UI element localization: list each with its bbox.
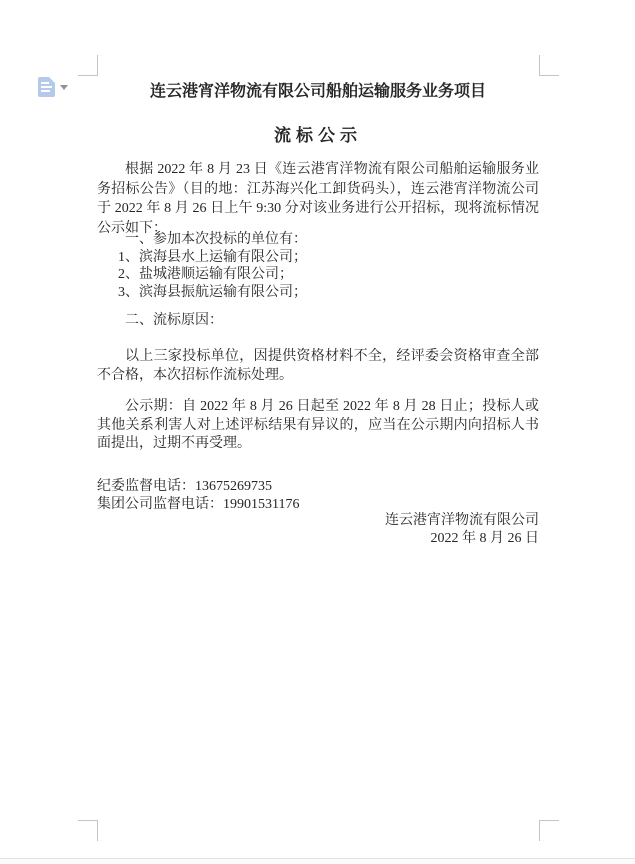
bidder-item: 2、盐城港顺运输有限公司；	[118, 267, 293, 283]
bidders-section	[97, 231, 539, 301]
intro-paragraph: 根据 2022 年 8 月 23 日《连云港宵洋物流有限公司船舶运输服务业务招标公告》（目的地：江苏海兴化工卸货码头），连云港宵洋物流公司于 2022 年 8 月 26 日上午 9:30 分对该业务进行公开招标，现将流标情况公示如下：	[97, 162, 539, 236]
paste-options-icon	[38, 77, 55, 97]
icon-text-line	[41, 86, 52, 88]
document-page[interactable]	[97, 0, 539, 864]
bidder-item: 3、滨海县振航运输有限公司；	[118, 284, 307, 300]
icon-text-line	[41, 82, 49, 84]
chevron-down-icon[interactable]	[60, 85, 68, 90]
margin-crop-mark-top-right	[539, 55, 559, 76]
margin-crop-mark-top-left	[78, 55, 98, 76]
signature-company: 连云港宵洋物流有限公司	[385, 513, 539, 528]
margin-crop-mark-bottom-left	[78, 820, 98, 841]
workspace-below-page	[0, 859, 635, 864]
bidder-item: 1、滨海县水上运输有限公司；	[118, 249, 307, 265]
document-title: 连云港宵洋物流有限公司船舶运输服务业务项目	[149, 83, 486, 100]
section2-heading: 二、流标原因：	[125, 313, 223, 328]
document-subtitle: 流标公示	[274, 126, 362, 145]
discipline-phone-line: 纪委监督电话：13675269735	[97, 479, 272, 494]
publicity-period-paragraph: 公示期：自 2022 年 8 月 26 日起至 2022 年 8 月 28 日止；投标人或其他关系利害人对上述评标结果有异议的，应当在公示期内向招标人书面提出，过期不再受理。	[97, 399, 539, 451]
icon-text-line	[41, 90, 50, 92]
signature-block	[97, 512, 539, 548]
section1-heading: 一、参加本次投标的单位有：	[125, 232, 307, 247]
supervision-phones	[97, 478, 539, 514]
signature-date: 2022 年 8 月 26 日	[430, 531, 539, 546]
paste-options-button[interactable]	[36, 76, 70, 100]
group-phone-line: 集团公司监督电话：19901531176	[97, 497, 300, 512]
margin-crop-mark-bottom-right	[539, 820, 559, 841]
reason-paragraph: 以上三家投标单位，因提供资格材料不全，经评委会资格审查全部不合格，本次招标作流标处理。	[97, 349, 539, 383]
page-fold-corner	[49, 77, 55, 83]
